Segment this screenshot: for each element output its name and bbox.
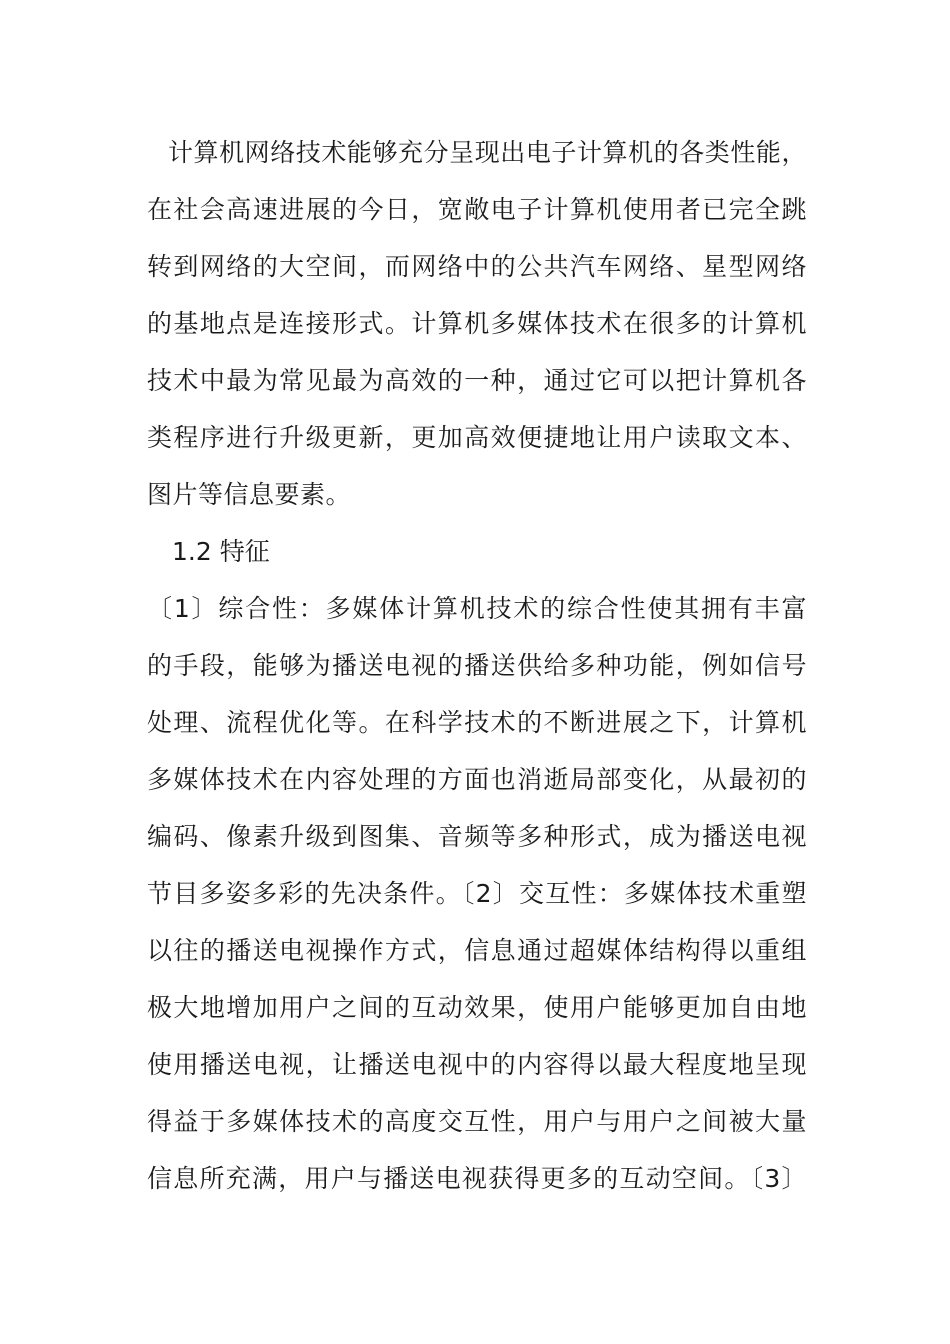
paragraph-line: 编码、像素升级到图集、音频等多种形式，成为播送电视	[147, 822, 807, 851]
paragraph-line: 图片等信息要素。	[147, 480, 352, 509]
paragraph-line: 以往的播送电视操作方式，信息通过超媒体结构得以重组	[147, 936, 807, 965]
paragraph-line: 〔1〕综合性：多媒体计算机技术的综合性使其拥有丰富	[147, 594, 807, 623]
paragraph-line: 类程序进行升级更新，更加高效便捷地让用户读取文本、	[147, 423, 807, 452]
paragraph-line: 节目多姿多彩的先决条件。〔2〕交互性：多媒体技术重塑	[147, 879, 807, 908]
paragraph-line: 得益于多媒体技术的高度交互性，用户与用户之间被大量	[147, 1107, 807, 1136]
paragraph-line: 技术中最为常见最为高效的一种，通过它可以把计算机各	[147, 366, 807, 395]
paragraph-line: 的基地点是连接形式。计算机多媒体技术在很多的计算机	[147, 309, 807, 338]
paragraph-line: 在社会高速进展的今日，宽敞电子计算机使用者已完全跳	[147, 195, 807, 224]
paragraph-line: 信息所充满，用户与播送电视获得更多的互动空间。〔3〕	[147, 1164, 807, 1193]
paragraph-line: 多媒体技术在内容处理的方面也消逝局部变化，从最初的	[147, 765, 807, 794]
paragraph-line: 的手段，能够为播送电视的播送供给多种功能，例如信号	[147, 651, 807, 680]
paragraph-line: 使用播送电视，让播送电视中的内容得以最大程度地呈现	[147, 1050, 807, 1079]
paragraph-line: 处理、流程优化等。在科学技术的不断进展之下，计算机	[147, 708, 807, 737]
section-heading: 1.2 特征	[172, 537, 270, 566]
paragraph-line: 极大地增加用户之间的互动效果，使用户能够更加自由地	[147, 993, 807, 1022]
paragraph-line: 计算机网络技术能够充分呈现出电子计算机的各类性能，	[168, 138, 807, 167]
paragraph-line: 转到网络的大空间，而网络中的公共汽车网络、星型网络	[147, 252, 807, 281]
